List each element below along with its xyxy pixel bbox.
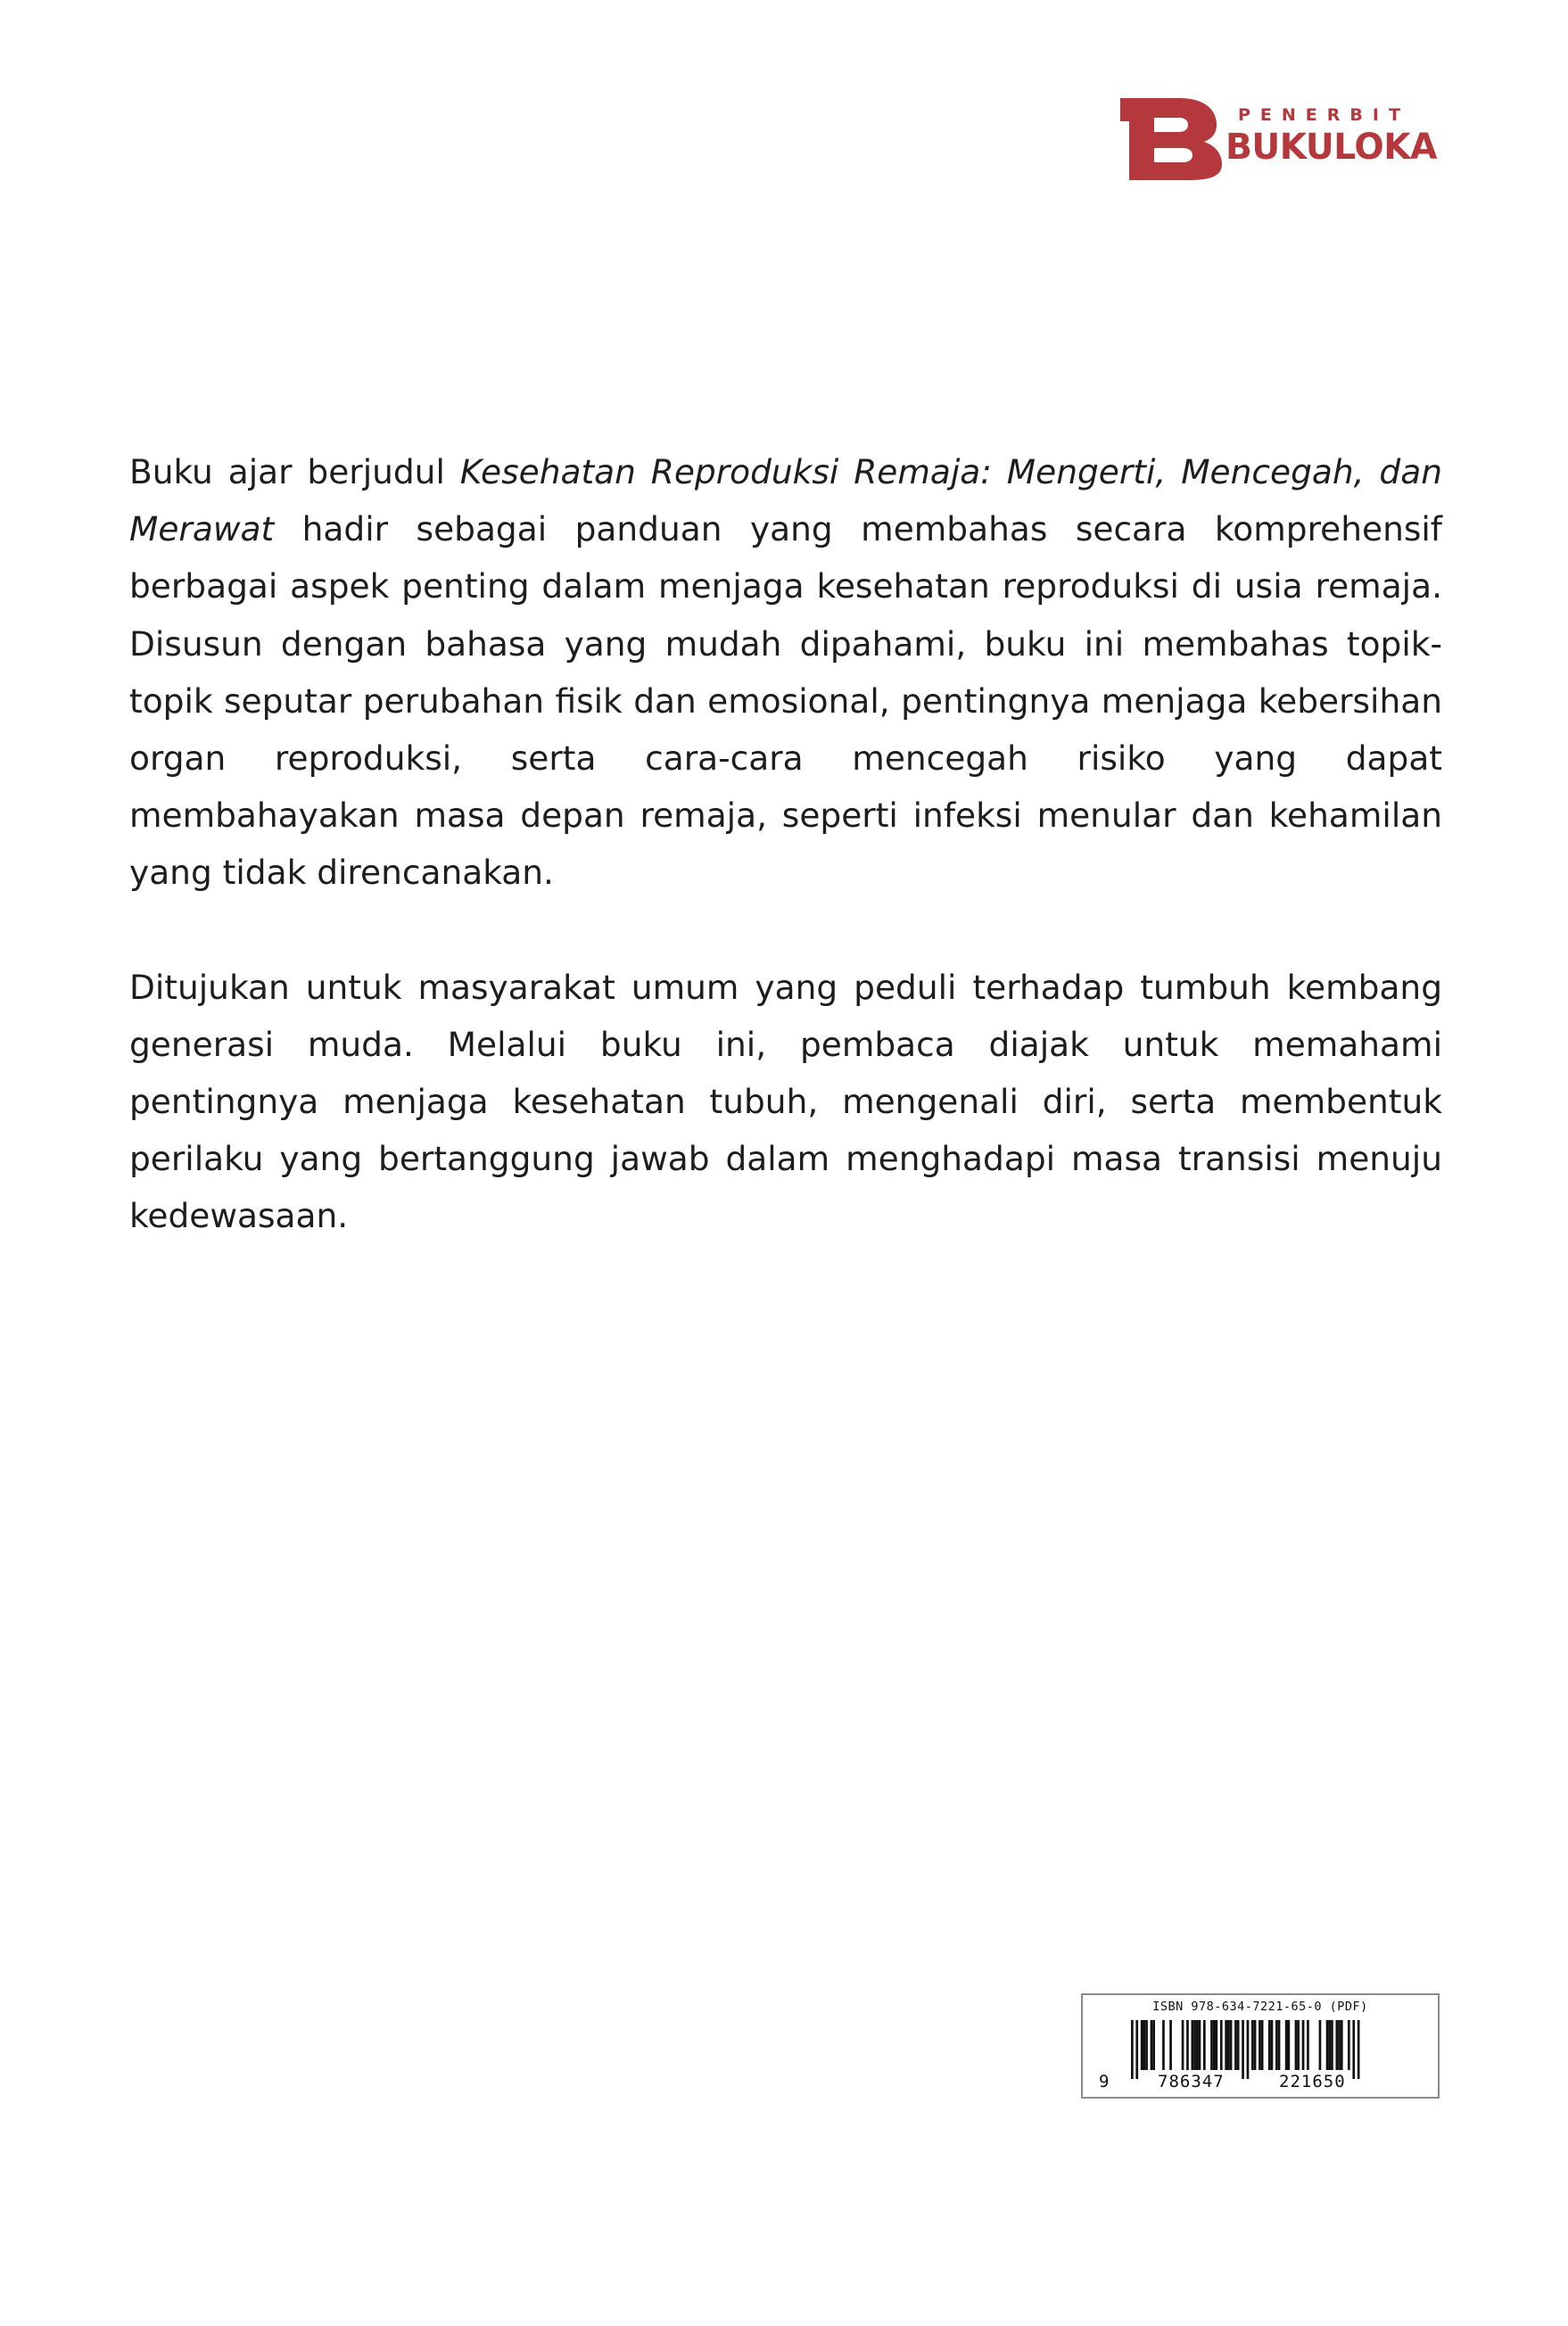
book-title: Kesehatan Reproduksi Remaja: Mengerti, Mencegah, dan Merawat: [129, 452, 1442, 549]
barcode-bar: [1341, 2020, 1343, 2070]
barcode-bar: [1203, 2020, 1206, 2070]
barcode-bar: [1143, 2020, 1146, 2070]
barcode-bar: [1297, 2020, 1300, 2070]
barcode-bar: [1328, 2020, 1331, 2070]
blurb-body-1: hadir sebagai panduan yang membahas secara komprehensif berbagai aspek penting dalam menjaga kesehatan reproduksi di usia remaja. Disusun dengan bahasa yang mudah dipahami, buku ini membahas topik-topik seputar perubahan fisik dan emosional, pentingnya menjaga kebersihan organ reproduksi, serta cara-cara mencegah risiko yang dapat membahayakan masa depan remaja, seperti infeksi menular dan kehamilan yang tidak direncanakan.: [129, 509, 1442, 893]
barcode: [1131, 2020, 1390, 2079]
barcode-bar: [1302, 2020, 1305, 2070]
barcode-bar: [1338, 2020, 1341, 2070]
barcode-bar: [1210, 2020, 1213, 2070]
publisher-logo: [1120, 95, 1450, 180]
barcode-bar: [1169, 2020, 1172, 2070]
barcode-bar: [1199, 2020, 1201, 2070]
barcode-bar: [1295, 2020, 1298, 2070]
barcode-bar: [1319, 2020, 1322, 2070]
barcode-bar: [1213, 2020, 1216, 2070]
barcode-bar: [1151, 2020, 1153, 2070]
barcode-first-digit: 9: [1099, 2072, 1110, 2091]
book-blurb: [129, 443, 1442, 1245]
barcode-bar: [1259, 2020, 1261, 2070]
barcode-bar: [1326, 2020, 1329, 2070]
barcode-bar: [1152, 2020, 1155, 2070]
barcode-bar: [1145, 2020, 1148, 2070]
barcode-bar: [1331, 2020, 1333, 2070]
barcode-bar: [1141, 2020, 1143, 2070]
barcode-bar: [1193, 2020, 1196, 2070]
barcode-bar: [1288, 2020, 1291, 2070]
barcode-bar: [1234, 2020, 1237, 2070]
barcode-bar: [1275, 2020, 1278, 2070]
barcode-bar: [1251, 2020, 1254, 2070]
barcode-bar: [1216, 2020, 1218, 2070]
barcode-bar: [1348, 2020, 1350, 2070]
barcode-bar: [1307, 2020, 1309, 2070]
barcode-bar: [1196, 2020, 1199, 2070]
barcode-bar: [1182, 2020, 1184, 2070]
barcode-bar: [1242, 2020, 1244, 2079]
publisher-name: BUKULOKA: [1226, 127, 1437, 168]
barcode-bar: [1268, 2020, 1271, 2070]
isbn-label: ISBN 978-634-7221-65-0 (PDF): [1152, 2000, 1368, 2014]
barcode-bar: [1135, 2020, 1138, 2079]
publisher-label: PENERBIT: [1238, 105, 1410, 125]
barcode-bar: [1225, 2020, 1227, 2070]
barcode-bar: [1261, 2020, 1264, 2070]
barcode-bar: [1254, 2020, 1257, 2070]
barcode-bar: [1186, 2020, 1189, 2070]
barcode-bar: [1352, 2020, 1355, 2079]
blurb-intro: Buku ajar berjudul: [129, 452, 460, 491]
barcode-left-digits: 786347: [1158, 2072, 1225, 2091]
barcode-bar: [1192, 2020, 1194, 2070]
barcode-bar: [1131, 2020, 1134, 2079]
barcode-bar: [1220, 2020, 1223, 2070]
logo-b-mark: [1120, 95, 1227, 180]
barcode-bar: [1227, 2020, 1230, 2070]
barcode-bar: [1230, 2020, 1233, 2070]
blurb-paragraph-1: [129, 443, 1442, 902]
barcode-bar: [1358, 2020, 1360, 2079]
barcode-bar: [1271, 2020, 1274, 2070]
isbn-barcode-box: [1081, 1993, 1440, 2099]
barcode-bar: [1237, 2020, 1240, 2070]
barcode-bar: [1285, 2020, 1288, 2070]
barcode-bar: [1336, 2020, 1339, 2070]
barcode-bar: [1278, 2020, 1281, 2070]
blurb-paragraph-2: Ditujukan untuk masyarakat umum yang peduli terhadap tumbuh kembang generasi muda. Melalui buku ini, pembaca diajak untuk memahami pentingnya menjaga kesehatan tubuh, mengenali diri, serta membentuk perilaku yang bertanggung jawab dalam menghadapi masa transisi menuju kedewasaan.: [129, 967, 1442, 1236]
barcode-right-digits: 221650: [1279, 2072, 1346, 2091]
barcode-bar: [1247, 2020, 1250, 2079]
barcode-bar: [1162, 2020, 1165, 2070]
